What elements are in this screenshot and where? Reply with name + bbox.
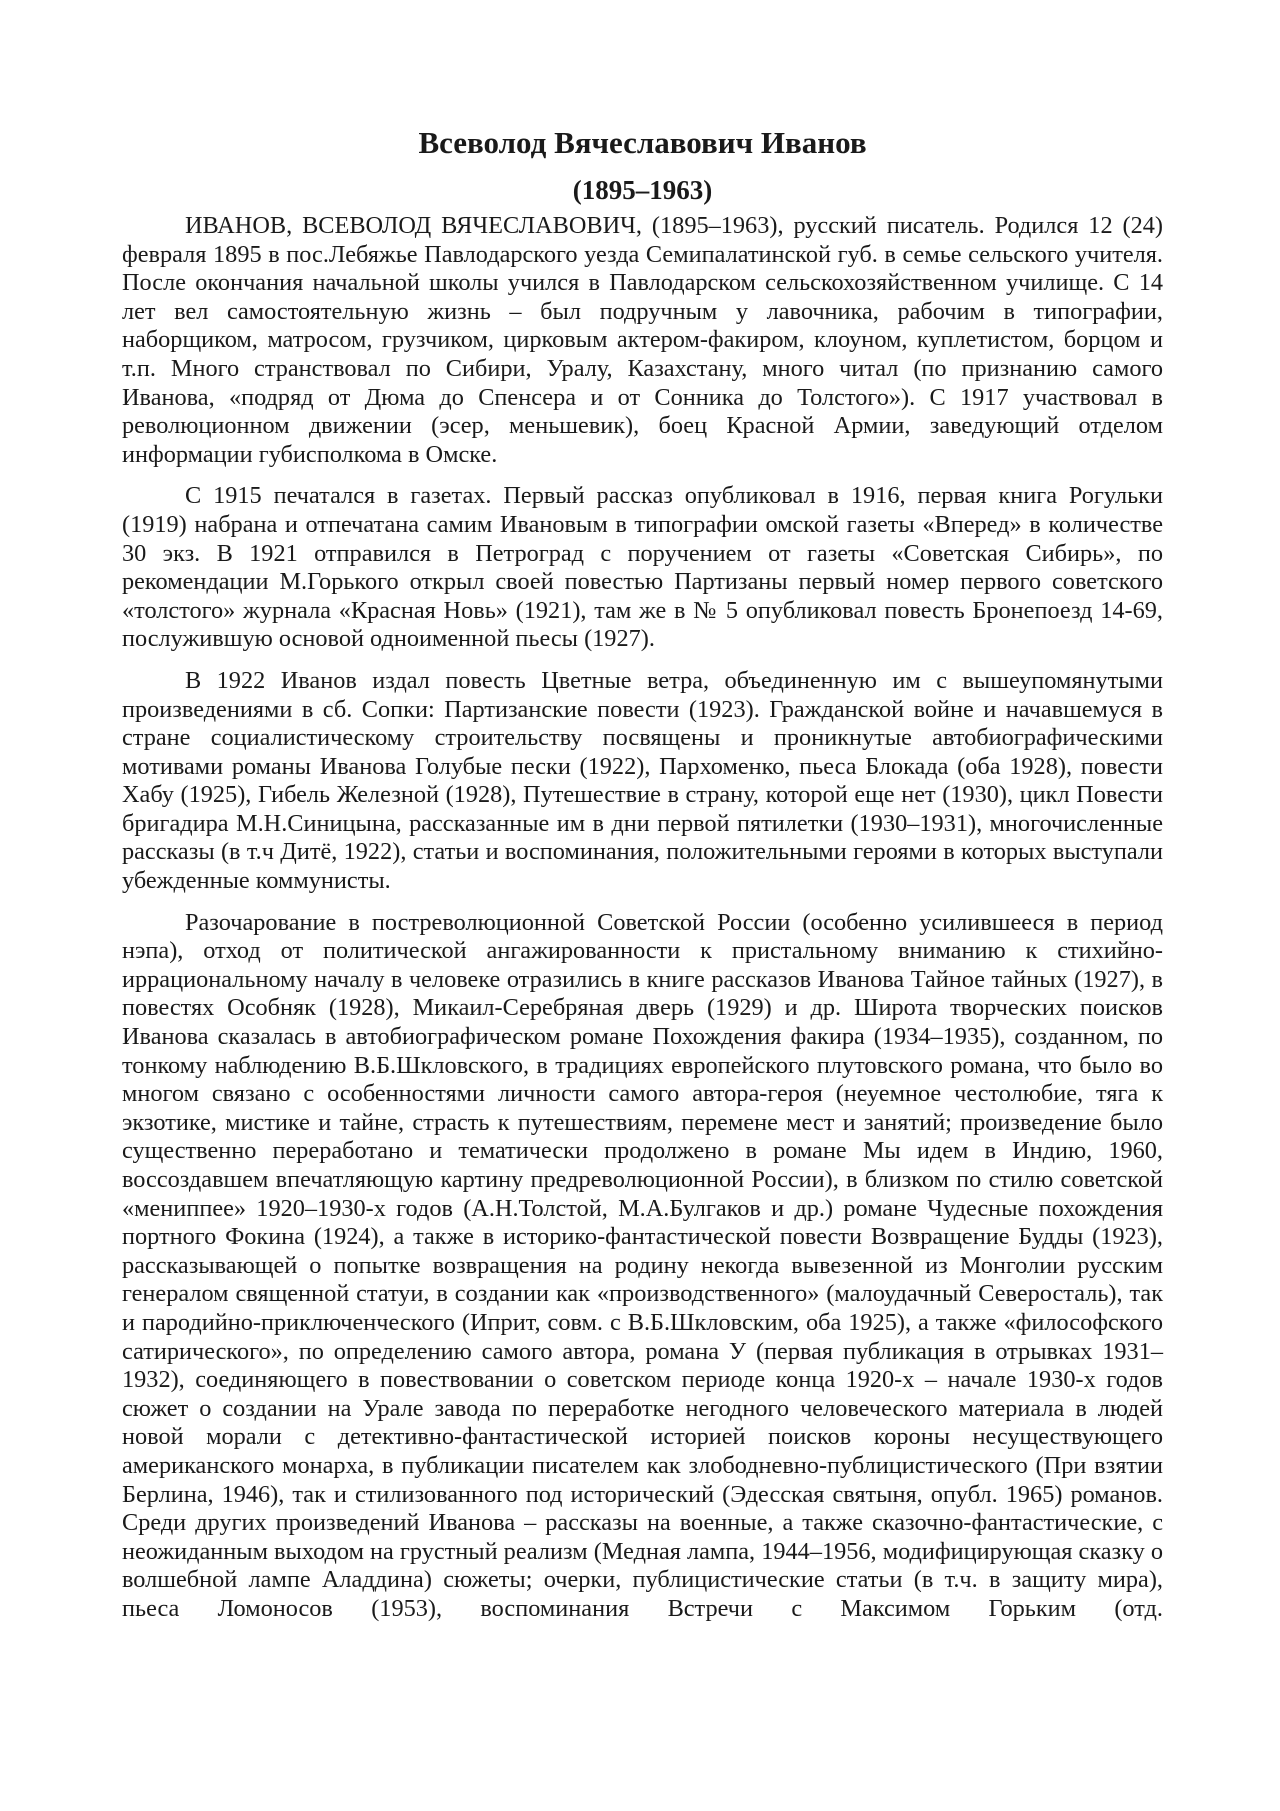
document-body	[122, 212, 1163, 1624]
paragraph-biography: ИВАНОВ, ВСЕВОЛОД ВЯЧЕСЛАВОВИЧ, (1895–1963), русский писатель. Родился 12 (24) февраля 1895 в пос.Лебяжье Павлодарского уезда Семипалатинской губ. в семье сельского учителя. После окончания начальной школы учился в Павлодарском сельскохозяйственном училище. С 14 лет вел самостоятельную жизнь – был подручным у лавочника, рабочим в типографии, наборщиком, матросом, грузчиком, цирковым актером-факиром, клоуном, куплетистом, борцом и т.п. Много странствовал по Сибири, Уралу, Казахстану, много читал (по признанию самого Иванова, «подряд от Дюма до Спенсера и от Сонника до Толстого»). С 1917 участвовал в революционном движении (эсер, меньшевик), боец Красной Армии, заведующий отделом информации губисполкома в Омске.	[122, 212, 1163, 468]
paragraph-later-works: Разочарование в постреволюционной Советской России (особенно усилившееся в период нэпа), отход от политической ангажированности к пристальному вниманию к стихийно-иррациональному началу в человеке отразились в книге рассказов Иванова Тайное тайных (1927), в повестях Особняк (1928), Микаил-Серебряная дверь (1929) и др. Широта творческих поисков Иванова сказалась в автобиографическом романе Похождения факира (1934–1935), созданном, по тонкому наблюдению В.Б.Шкловского, в традициях европейского плутовского романа, что было во многом связано с особенностями личности самого автора-героя (неуемное честолюбие, тяга к экзотике, мистике и тайне, страсть к путешествиям, перемене мест и занятий; произведение было существенно переработано и тематически продолжено в романе Мы идем в Индию, 1960, воссоздавшем впечатляющую картину предреволюционной России), в близком по стилю советской «мениппее» 1920–1930-х годов (А.Н.Толстой, М.А.Булгаков и др.) романе Чудесные похождения портного Фокина (1924), а также в историко-фантастической повести Возвращение Будды (1923), рассказывающей о попытке возвращения на родину некогда вывезенной из Монголии русским генералом священной статуи, в создании как «производственного» (малоудачный Северосталь), так и пародийно-приключенческого (Иприт, совм. с В.Б.Шкловским, оба 1925), а также «философского сатирического», по определению самого автора, романа У (первая публикация в отрывках 1931–1932), соединяющего в повествовании о советском периоде конца 1920-х – начале 1930-х годов сюжет о создании на Урале завода по переработке негодного человеческого материала в людей новой морали с детективно-фантастической историей поисков короны несуществующего американского монарха, в публикации писателем как злободневно-публицистического (При взятии Берлина, 1946), так и стилизованного под исторический (Эдесская святыня, опубл. 1965) романов. Среди других произведений Иванова – рассказы на военные, а также сказочно-фантастические, с неожиданным выходом на грустный реализм (Медная лампа, 1944–1956, модифицирующая сказку о волшебной лампе Аладдина) сюжеты; очерки, публицистические статьи (в т.ч. в защиту мира), пьеса Ломоносов (1953), воспоминания Встречи с Максимом Горьким (отд.	[122, 908, 1163, 1622]
paragraph-early-publications: С 1915 печатался в газетах. Первый рассказ опубликовал в 1916, первая книга Рогульки (1919) набрана и отпечатана самим Ивановым в типографии омской газеты «Вперед» в количестве 30 экз. В 1921 отправился в Петроград с поручением от газеты «Советская Сибирь», по рекомендации М.Горького открыл своей повестью Партизаны первый номер первого советского «толстого» журнала «Красная Новь» (1921), там же в № 5 опубликовал повесть Бронепоезд 14-69, послужившую основой одноименной пьесы (1927).	[122, 482, 1163, 653]
paragraph-civil-war-works: В 1922 Иванов издал повесть Цветные ветра, объединенную им с вышеупомянутыми произведениями в сб. Сопки: Партизанские повести (1923). Гражданской войне и начавшемуся в стране социалистическому строительству посвящены и проникнутые автобиографическими мотивами романы Иванова Голубые пески (1922), Пархоменко, пьеса Блокада (оба 1928), повести Хабу (1925), Гибель Железной (1928), Путешествие в страну, которой еще нет (1930), цикл Повести бригадира М.Н.Синицына, рассказанные им в дни первой пятилетки (1930–1931), многочисленные рассказы (в т.ч Дитё, 1922), статьи и воспоминания, положительными героями в которых выступали убежденные коммунисты.	[122, 666, 1163, 895]
document-page	[122, 120, 1163, 1637]
document-years: (1895–1963)	[572, 175, 713, 205]
document-title: Всеволод Вячеславович Иванов	[418, 125, 867, 160]
